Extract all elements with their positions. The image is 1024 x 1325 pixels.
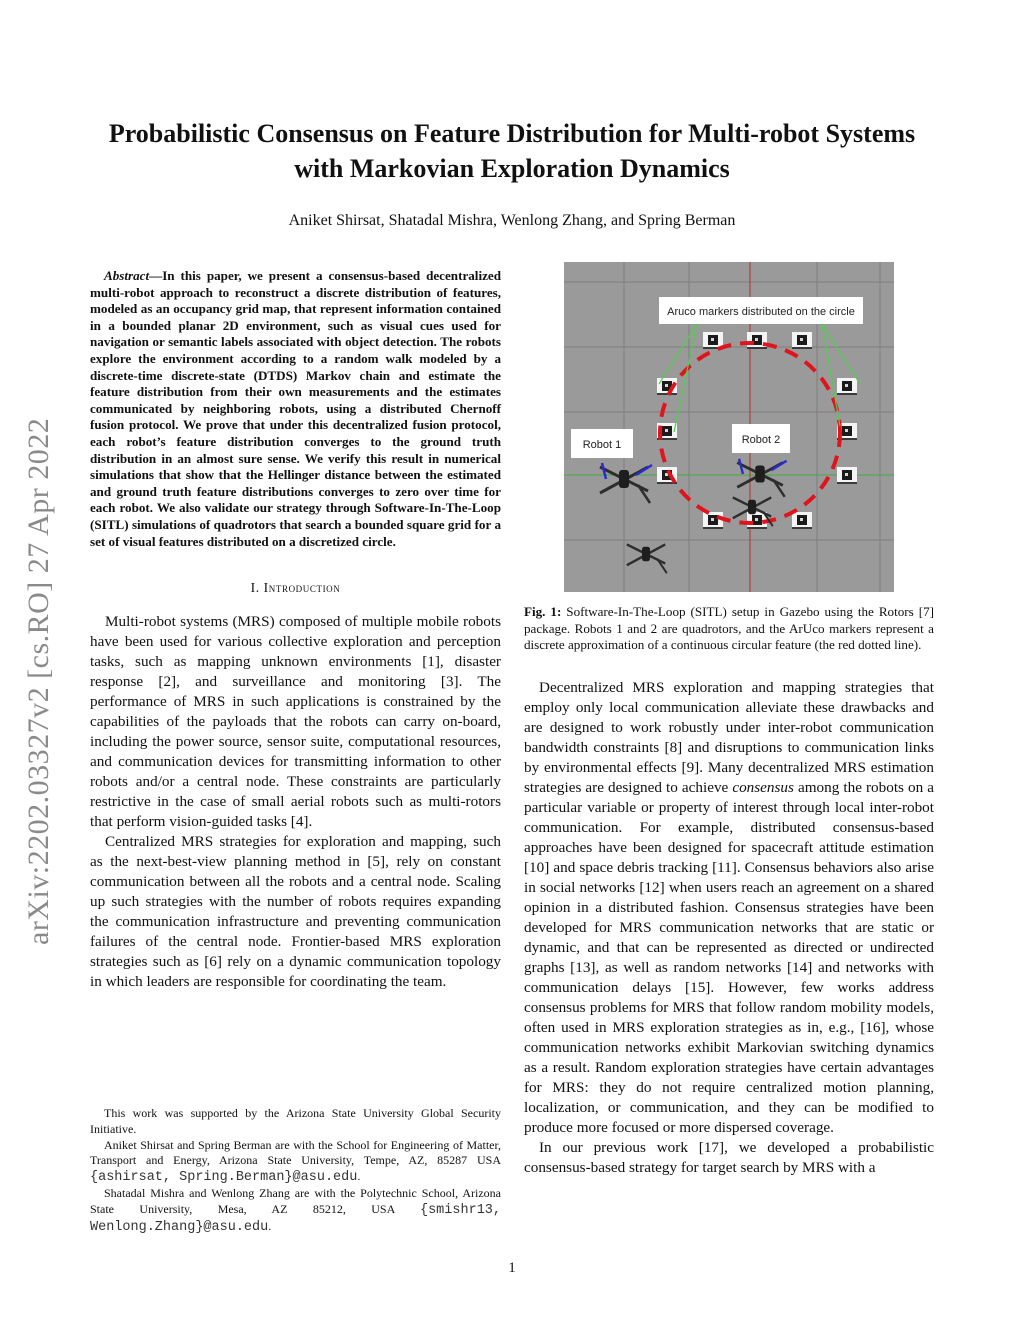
footnote-affiliation-1 — [90, 1138, 501, 1186]
left-column — [90, 268, 501, 992]
affiliation-end: . — [268, 1218, 272, 1233]
abstract — [90, 268, 501, 550]
emphasized-term: consensus — [732, 778, 794, 796]
page-number: 1 — [508, 1260, 516, 1276]
aruco-marker — [837, 467, 857, 484]
section-heading-introduction: I. Introduction — [250, 580, 341, 596]
right-column — [524, 262, 934, 1178]
aruco-marker — [703, 512, 723, 529]
aruco-marker — [747, 332, 767, 349]
aruco-marker — [792, 332, 812, 349]
email-addresses: {smishr13, Wenlong.Zhang}@asu.edu — [90, 1202, 501, 1235]
figure-1-sitl-setup — [564, 262, 894, 592]
footnote-affiliation-2 — [90, 1186, 501, 1235]
affiliation-text: Shatadal Mishra and Wenlong Zhang are with the Polytechnic School, Arizona State University, Mesa, AZ 85212, USA — [90, 1185, 501, 1216]
aruco-marker — [792, 512, 812, 529]
paragraph-text: among the robots on a particular variable or property of interest through local inter-robot communication. For example, distributed consensus-based approaches have been designed for spacecraft attitude estimation [10] and space debris tracking [11]. Consensus behaviors also arise in social networks [12] when users reach an agreement on a shared opinion in a distributed fashion. Consensus strategies have been developed for MRS communication networks that are static or dynamic, and that can be represented as directed or undirected graphs [13], as well as random networks [14] and networks with communication delays [15]. However, few works address consensus problems for MRS that follow random mobility models, often used in MRS exploration strategies as in, e.g., [16], whose communication networks exhibit Markovian switching dynamics as a result. Random exploration strategies have certain advantages for MRS: they do not require centralized motion planning, localization, or communication, and they can be modified to produce more focused or more dispersed coverage. — [524, 778, 934, 1136]
figure-label: Fig. 1: — [524, 604, 562, 619]
affiliation-end: . — [357, 1169, 361, 1184]
gazebo-scene — [564, 262, 894, 592]
caption-text: Software-In-The-Loop (SITL) setup in Gazebo using the Rotors [7] package. Robots 1 and 2 are quadrotors, and the ArUco markers represent a discrete approximation of a continuous circular feature (the red dotted line). — [524, 604, 934, 653]
affiliation-text: Aniket Shirsat and Spring Berman are with the School for Engineering of Matter, Transport and Energy, Arizona State University, Tempe, AZ, 85287 USA — [90, 1137, 501, 1168]
body-paragraph — [524, 678, 934, 1138]
abstract-text: In this paper, we present a consensus-based decentralized multi-robot approach to reconstruct a discrete distribution of features, modeled as an occupancy grid map, that represent information contained in a bounded planar 2D environment, such as visual cues used for navigation or semantic labels associated with object detection. The robots explore the environment according to a random walk modeled by a discrete-time discrete-state (DTDS) Markov chain and estimate the feature distribution from their own measurements and the estimates communicated by neighboring robots, using a distributed Chernoff fusion protocol. We prove that under this decentralized fusion protocol, each robot’s feature distribution converges to the ground truth distribution in an almost sure sense. We verify this result in numerical simulations that show that the Hellinger distance between the estimated and ground truth feature distributions converges to zero over time for each robot. We also validate our strategy through Software-In-The-Loop (SITL) simulations of quadrotors that search a bounded square grid for a set of visual features distributed on a discretized circle. — [90, 268, 501, 549]
figure-1-caption — [524, 604, 934, 654]
email-addresses: {ashirsat, Spring.Berman}@asu.edu — [90, 1170, 358, 1186]
abstract-dash: — — [149, 268, 163, 283]
paragraph-text: Decentralized MRS exploration and mapping strategies that employ only local communication alleviate these drawbacks and are designed to work robustly under inter-robot communication bandwidth constraints [8] and disruptions to communication links by environmental effects [9]. Many decentralized MRS estimation strategies are designed to achieve — [524, 678, 934, 796]
footnote-funding: This work was supported by the Arizona State University Global Security Initiative. — [90, 1106, 501, 1136]
body-paragraph: In our previous work [17], we developed a probabilistic consensus-based strategy for target search by MRS with a — [524, 1138, 934, 1176]
abstract-label: Abstract — [104, 268, 150, 283]
right-column-body — [524, 678, 934, 1178]
intro-paragraph: Multi-robot systems (MRS) composed of multiple mobile robots have been used for various collective exploration and perception tasks, such as mapping unknown environments [1], disaster response [2], and surveillance and monitoring [3]. The performance of MRS in such applications is constrained by the capabilities of the payloads that the robots can carry on-board, including the power source, sensor suite, computational resources, and communication devices for transmitting information to other robots and/or a central node. These constraints are particularly restrictive in the case of small aerial robots such as multi-rotors that perform vision-guided tasks [4]. — [90, 613, 501, 831]
footnotes — [90, 1106, 501, 1235]
aruco-marker — [837, 378, 857, 395]
robot-1-label: Robot 1 — [582, 439, 622, 451]
paper-title: Probabilistic Consensus on Feature Distribution for Multi-robot Systems with Markovian Exploration Dynamics — [108, 119, 916, 183]
robot-2-label: Robot 2 — [741, 434, 781, 446]
callout-markers-text: Aruco markers distributed on the circle — [667, 306, 855, 318]
arxiv-identifier-stamp: arXiv:2202.03327v2 [cs.RO] 27 Apr 2022 — [22, 417, 55, 945]
intro-paragraph: Centralized MRS strategies for exploration and mapping, such as the next-best-view planning method in [5], rely on constant communication between all the robots and a central node. Scaling up such strategies with the number of robots requires expanding the communication infrastructure and preventing communication failures of the central node. Frontier-based MRS exploration strategies such as [6] rely on a dynamic communication topology in which leaders are responsible for coordinating the team. — [90, 833, 501, 991]
author-list: Aniket Shirsat, Shatadal Mishra, Wenlong Zhang, and Spring Berman — [288, 212, 736, 229]
